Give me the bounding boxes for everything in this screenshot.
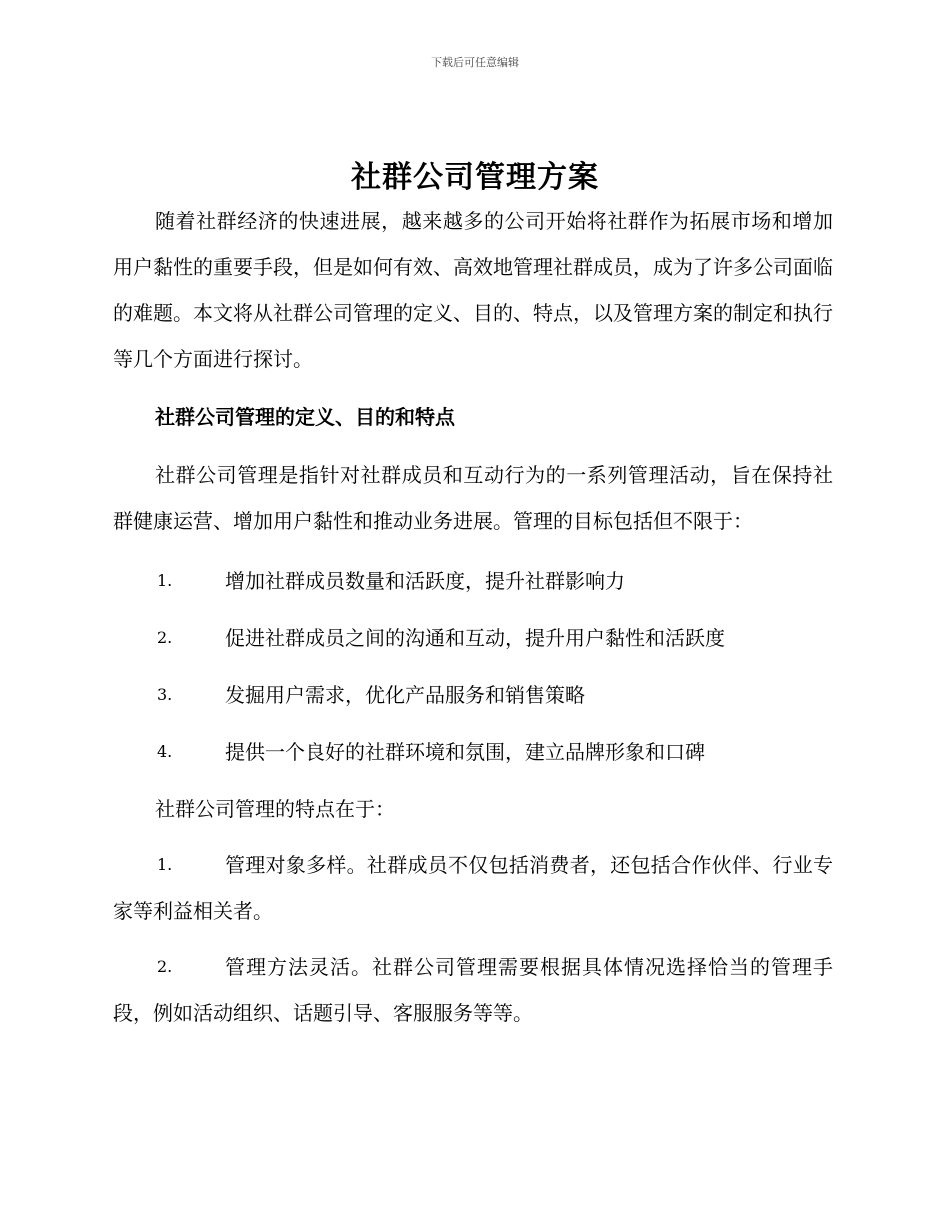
- list-number: 2.: [157, 957, 173, 976]
- list-item: [113, 558, 833, 604]
- goals-list: [113, 558, 833, 775]
- header-note: 下载后可任意编辑: [431, 56, 519, 69]
- list-number: 2.: [157, 628, 173, 647]
- intro-paragraph: 随着社群经济的快速进展，越来越多的公司开始将社群作为拓展市场和增加用户黏性的重要手段，但是如何有效、高效地管理社群成员，成为了许多公司面临的难题。本文将从社群公司管理的定义、目的、特点，以及管理方案的制定和执行等几个方面进行探讨。: [113, 209, 833, 371]
- features-intro: 社群公司管理的特点在于：: [155, 797, 395, 821]
- list-number: 1.: [157, 571, 173, 590]
- features-list: [113, 842, 833, 1036]
- definition-paragraph: 社群公司管理是指针对社群成员和互动行为的一系列管理活动，旨在保持社群健康运营、增加用户黏性和推动业务进展。管理的目标包括但不限于：: [113, 463, 833, 533]
- list-item: [113, 729, 833, 775]
- list-number: 4.: [157, 742, 173, 761]
- list-item-text: 发掘用户需求，优化产品服务和销售策略: [225, 683, 585, 707]
- document-title: 社群公司管理方案: [351, 160, 599, 195]
- list-item-text: 管理对象多样。社群成员不仅包括消费者，还包括合作伙伴、行业专家等利益相关者。: [113, 853, 833, 923]
- list-item: [113, 615, 833, 661]
- list-number: 3.: [157, 685, 173, 704]
- section-heading: 社群公司管理的定义、目的和特点: [155, 405, 455, 429]
- document-body: [113, 198, 833, 1046]
- list-item-text: 增加社群成员数量和活跃度，提升社群影响力: [225, 569, 625, 593]
- list-number: 1.: [157, 855, 173, 874]
- list-item-text: 促进社群成员之间的沟通和互动，提升用户黏性和活跃度: [225, 626, 725, 650]
- list-item-text: 提供一个良好的社群环境和氛围，建立品牌形象和口碑: [225, 740, 705, 764]
- list-item: [113, 672, 833, 718]
- list-item-text: 管理方法灵活。社群公司管理需要根据具体情况选择恰当的管理手段，例如活动组织、话题引导、客服服务等等。: [113, 955, 833, 1025]
- list-item: [113, 842, 833, 934]
- list-item: [113, 944, 833, 1036]
